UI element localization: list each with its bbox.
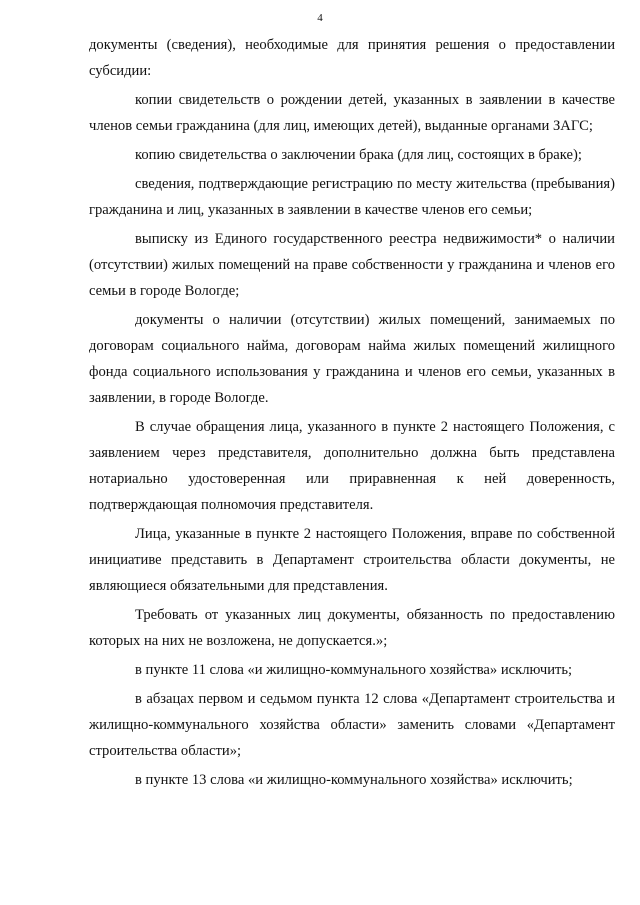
- paragraph-registration-info: сведения, подтверждающие регистрацию по месту жительства (пребывания) гражданина и лиц, указанных в заявлении в качестве членов его семьи;: [89, 176, 615, 218]
- paragraph-birth-certificates: копии свидетельств о рождении детей, указанных в заявлении в качестве членов семьи гражданина (для лиц, имеющих детей), выданные органами ЗАГС;: [89, 92, 615, 134]
- page-number: 4: [317, 12, 323, 24]
- paragraph-representative: В случае обращения лица, указанного в пункте 2 настоящего Положения, с заявлением через представителя, дополнительно должна быть представлена нотариально удостоверенная или приравненная к ней доверенность, подтверждающая полномочия представителя.: [89, 419, 615, 513]
- paragraph-marriage-certificate: копию свидетельства о заключении брака (для лиц, состоящих в браке);: [135, 147, 582, 163]
- paragraph-own-initiative: Лица, указанные в пункте 2 настоящего Положения, вправе по собственной инициативе представить в Департамент строительства области документы, не являющиеся обязательными для представления.: [89, 526, 615, 594]
- paragraph-property-register-extract: выписку из Единого государственного реестра недвижимости* о наличии (отсутствии) жилых помещений на праве собственности у гражданина и членов его семьи в городе Вологде;: [89, 231, 615, 299]
- paragraph-clause-11: в пункте 11 слова «и жилищно-коммунального хозяйства» исключить;: [135, 662, 573, 678]
- paragraph-not-required: Требовать от указанных лиц документы, обязанность по предоставлению которых на них не возложена, не допускается.»;: [89, 607, 615, 649]
- paragraph-clause-13: в пункте 13 слова «и жилищно-коммунального хозяйства» исключить;: [135, 772, 573, 788]
- paragraph-social-housing-documents: документы о наличии (отсутствии) жилых помещений, занимаемых по договорам социального найма, договорам найма жилых помещений жилищного фонда социального использования у гражданина и членов его семьи, указанных в заявлении, в городе Вологде.: [89, 312, 615, 406]
- paragraph-documents-list-intro: документы (сведения), необходимые для принятия решения о предоставлении субсидии:: [89, 37, 615, 79]
- document-body: [89, 32, 615, 796]
- paragraph-clause-12: в абзацах первом и седьмом пункта 12 слова «Департамент строительства и жилищно-коммунального хозяйства области» заменить словами «Департамент строительства области»;: [89, 691, 615, 759]
